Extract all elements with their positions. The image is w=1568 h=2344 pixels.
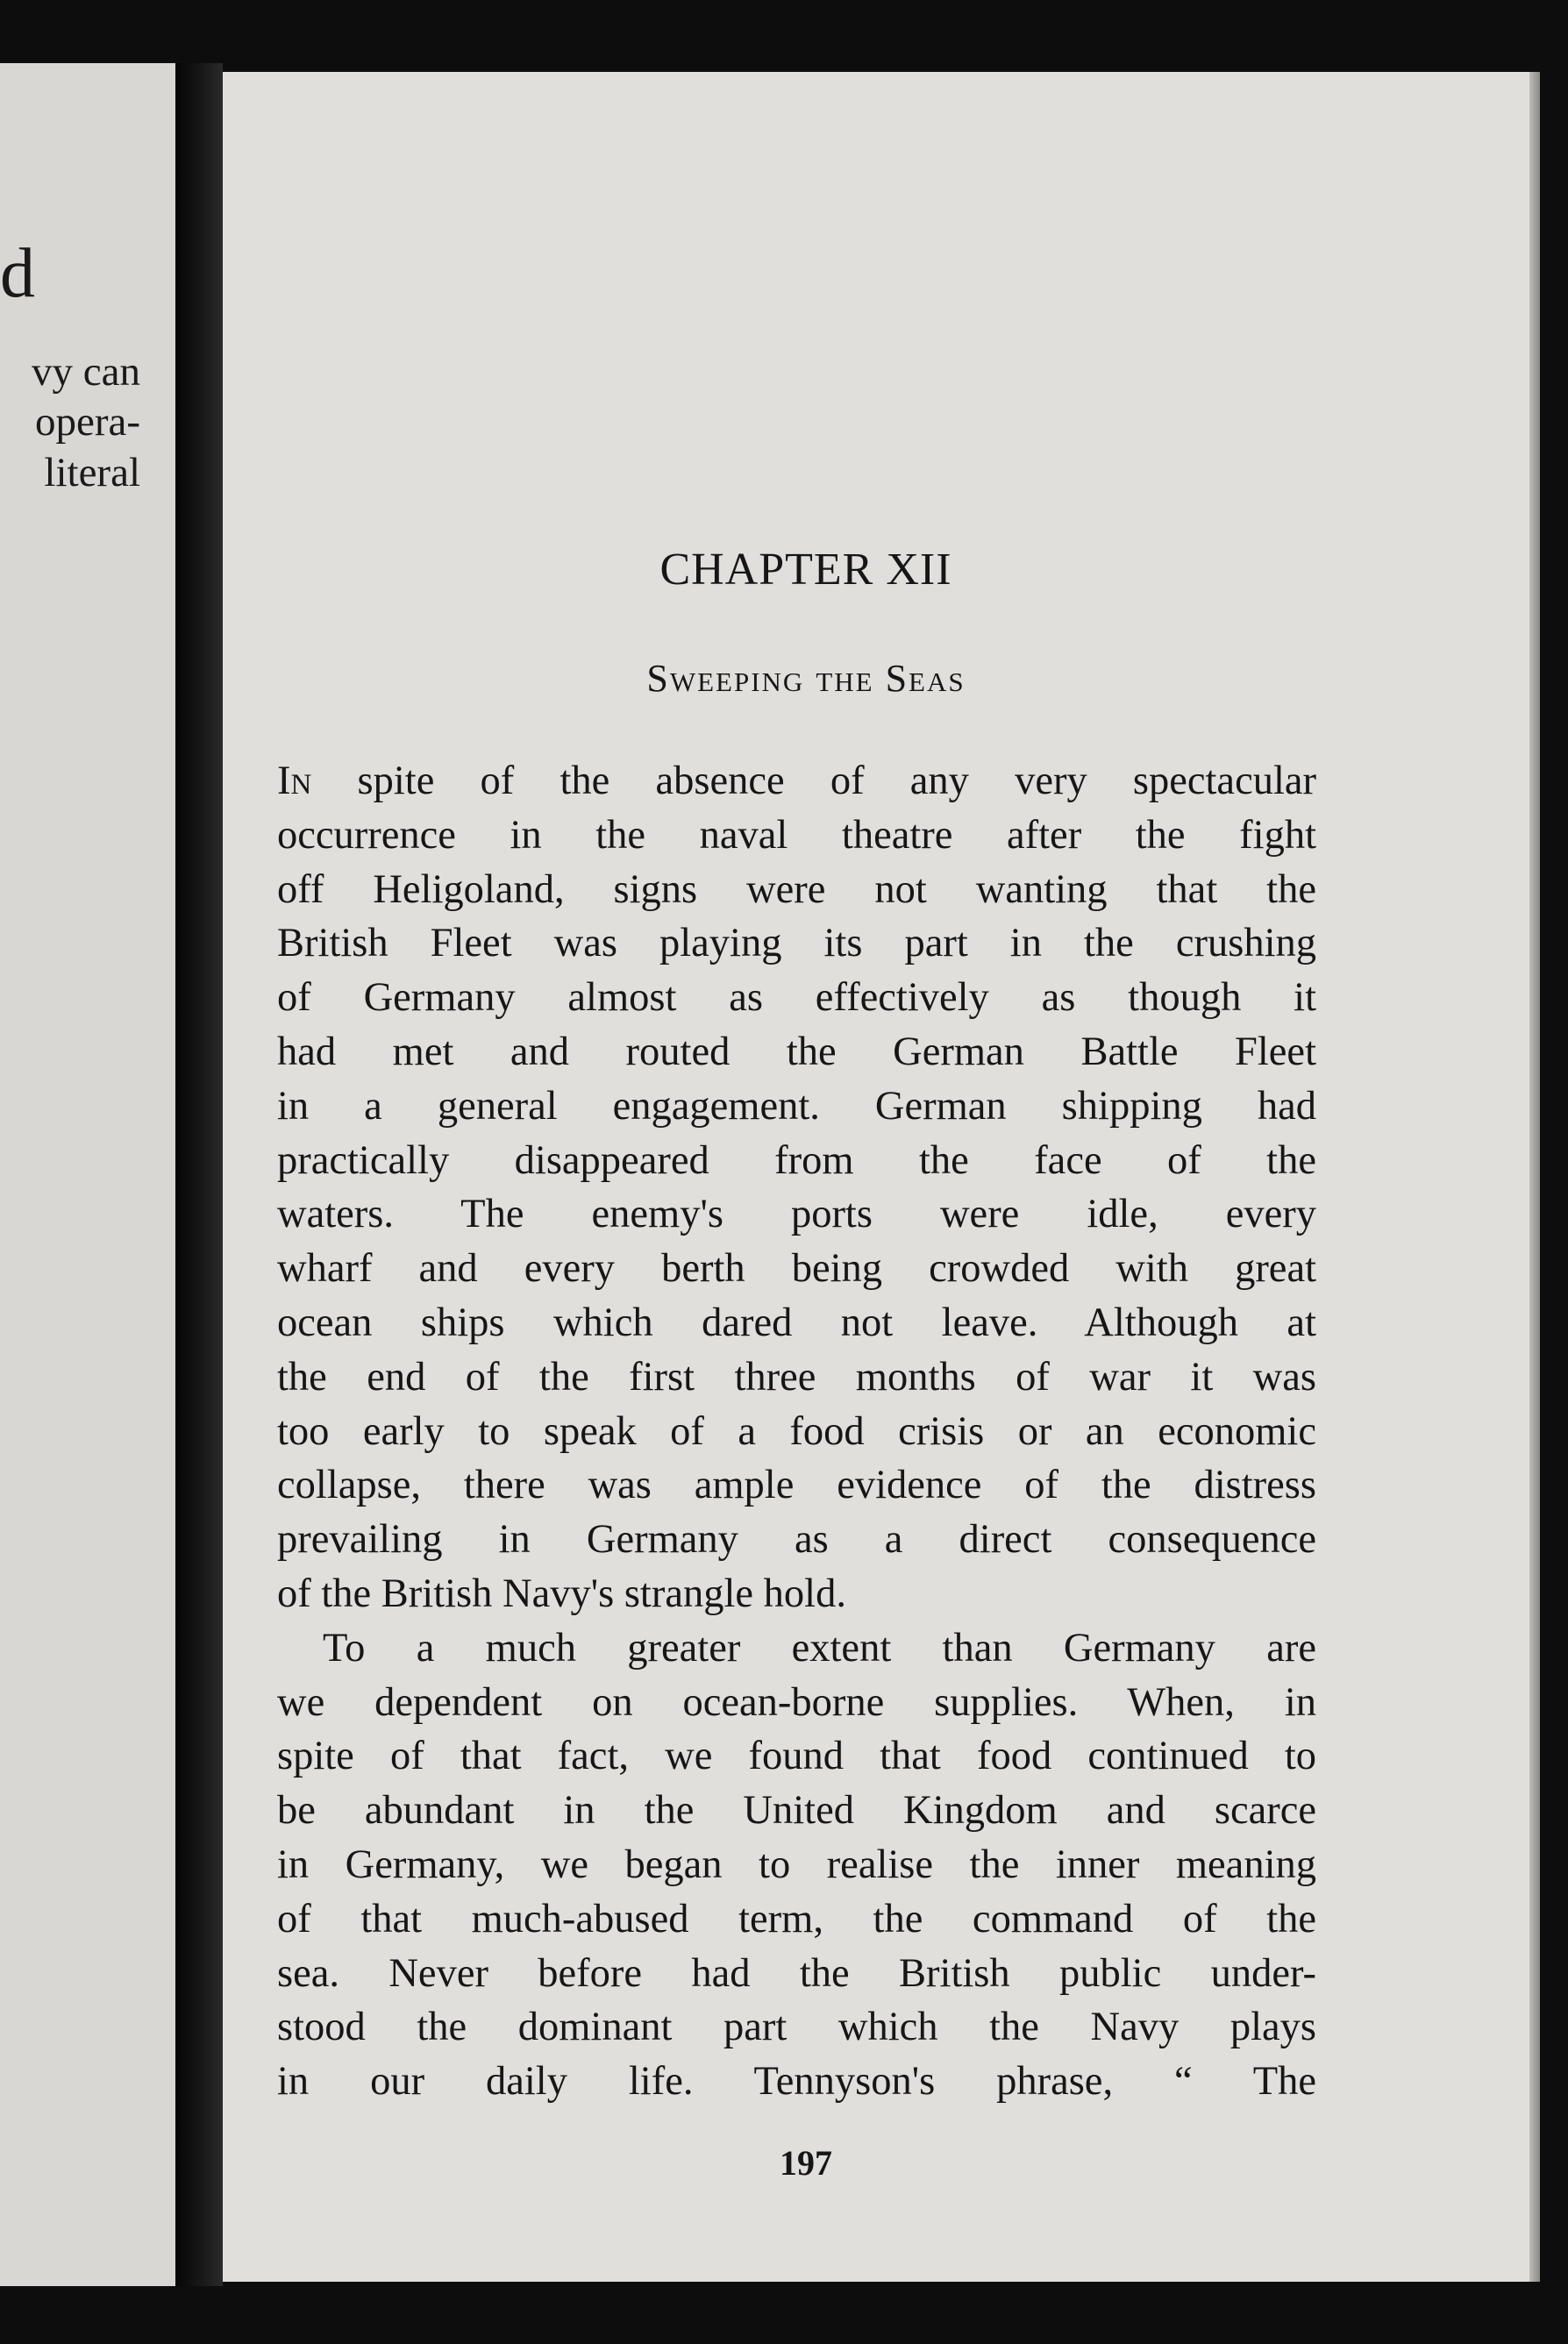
left-page-fragment: vy can — [32, 349, 140, 395]
text-line: wharf and every berth being crowded with great — [277, 1246, 1316, 1292]
body-text — [277, 754, 1316, 2109]
left-page-letter: d — [0, 235, 35, 312]
text-line: sea. Never before had the British public under- — [277, 1950, 1316, 1996]
text-line: ocean ships which dared not leave. Although at — [277, 1300, 1316, 1345]
text-line: of Germany almost as effectively as though it — [277, 975, 1316, 1021]
text-line: in a general engagement. German shipping had — [277, 1083, 1316, 1129]
left-page — [0, 63, 175, 2286]
text-line: we dependent on ocean-borne supplies. When, in — [277, 1679, 1316, 1725]
chapter-subtitle: Sweeping the Seas — [646, 657, 966, 700]
text-line: of that much-abused term, the command of the — [277, 1896, 1316, 1941]
text-line: prevailing in Germany as a direct consequence — [277, 1517, 1316, 1563]
text-line: in Germany, we began to realise the inner meaning — [277, 1842, 1316, 1887]
text-line: British Fleet was playing its part in the crushing — [277, 921, 1316, 966]
text-line: waters. The enemy's ports were idle, every — [277, 1192, 1316, 1237]
paragraph-2 — [277, 1621, 1316, 2109]
text-line: in our daily life. Tennyson's phrase, “ The — [277, 2059, 1316, 2105]
text-line: off Heligoland, signs were not wanting that the — [277, 866, 1316, 912]
left-page-fragment: opera- — [34, 399, 140, 445]
text-line: had met and routed the German Battle Fleet — [277, 1029, 1316, 1074]
text-line: To a much greater extent than Germany are — [323, 1625, 1316, 1671]
page-number: 197 — [780, 2143, 832, 2183]
text-line: occurrence in the naval theatre after the fight — [277, 812, 1316, 858]
book-spine — [175, 63, 223, 2286]
text-line: the end of the first three months of war it was — [277, 1354, 1316, 1400]
text-line: of the British Navy's strangle hold. — [277, 1571, 846, 1616]
paragraph-1 — [277, 754, 1316, 1621]
text-line: be abundant in the United Kingdom and scarce — [277, 1788, 1316, 1834]
page-edge — [1529, 72, 1540, 2282]
left-page-fragment: literal — [44, 450, 140, 495]
text-line: too early to speak of a food crisis or an economic — [277, 1408, 1316, 1454]
text-line: collapse, there was ample evidence of the distress — [277, 1463, 1316, 1508]
opening-word: In — [277, 759, 312, 803]
text-line: stood the dominant part which the Navy plays — [277, 2005, 1316, 2050]
text-line: practically disappeared from the face of the — [277, 1137, 1316, 1183]
text-line: In spite of the absence of any very spectacular — [277, 759, 1317, 803]
chapter-title: CHAPTER XII — [659, 545, 952, 595]
text-line: spite of that fact, we found that food continued to — [277, 1734, 1316, 1779]
